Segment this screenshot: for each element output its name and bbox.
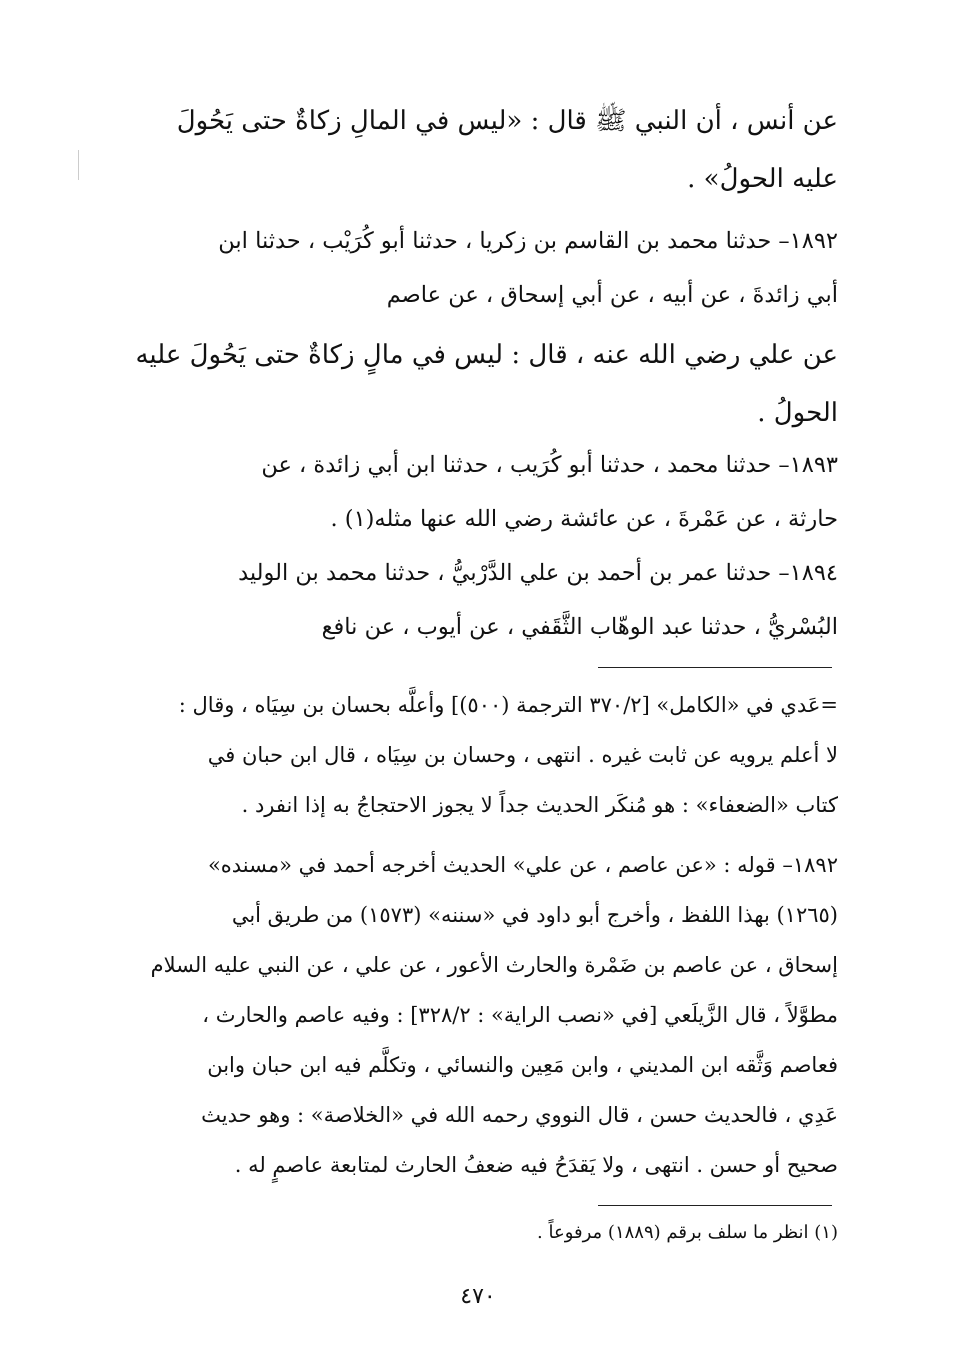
page-number: ٤٧٠: [460, 1284, 496, 1309]
text-line: عن أنس ، أن النبي ﷺ قال : «ليس في المالِ زكاةٌ حتى يَحُولَ: [176, 106, 838, 136]
text-line: أبي زائدةَ ، عن أبيه ، عن أبي إسحاق ، عن عاصم: [386, 282, 838, 308]
text-line: مطوَّلاً ، قال الزَّيلَعي [في «نصب الراية» : ٣٢٨/٢] : وفيه عاصم والحارث ،: [202, 1003, 838, 1027]
text-line: عَدِي ، فالحديث حسن ، قال النووي رحمه الله في «الخلاصة» : وهو حديث: [201, 1103, 838, 1127]
commentary-continuation: [118, 680, 838, 830]
text-line: فعاصم وَثَّقه ابن المديني ، وابن مَعِين والنسائي ، وتكلَّم فيه ابن حبان وابن: [207, 1053, 838, 1077]
hadith-1892-matn: [118, 326, 838, 442]
margin-mark: [78, 150, 79, 180]
hadith-1893: [118, 438, 838, 546]
text-line: عليه الحولُ» .: [687, 164, 838, 194]
hadith-1891-end: [118, 92, 838, 208]
footnote-separator: [598, 1205, 832, 1206]
text-line: صحيح أو حسن . انتهى ، ولا يَقدَحُ فيه ضعفُ الحارث لمتابعة عاصمٍ له .: [234, 1153, 838, 1177]
footnote-text: (١) انظر ما سلف برقم (١٨٨٩) مرفوعاً .: [537, 1222, 838, 1243]
hadith-1894: [118, 546, 838, 654]
text-line: حارثة ، عن عَمْرةَ ، عن عائشة رضي الله عنها مثله(١) .: [330, 506, 838, 532]
commentary-separator: [598, 667, 832, 668]
text-line: عن علي رضي الله عنه ، قال : ليس في مالٍ زكاةٌ حتى يَحُولَ عليه: [135, 340, 838, 370]
text-line: (١٢٦٥) بهذا اللفظ ، وأخرج أبو داود في «سننه» (١٥٧٣) من طريق أبي: [231, 903, 838, 927]
text-line: كتاب «الضعفاء» : هو مُنكَر الحديث جداً لا يجوز الاحتجاجُ به إذا انفرد .: [241, 793, 838, 817]
text-line: الحولُ .: [757, 398, 838, 428]
text-line: ١٨٩٢– حدثنا محمد بن القاسم بن زكريا ، حدثنا أبو كُرَيْب ، حدثنا ابن: [218, 228, 838, 254]
commentary-note-1892: [118, 840, 838, 1190]
text-line: ١٨٩٣– حدثنا محمد ، حدثنا أبو كُرَيب ، حدثنا ابن أبي زائدة ، عن: [261, 452, 838, 478]
text-line: ١٨٩٤– حدثنا عمر بن أحمد بن علي الدَّرْبيُّ ، حدثنا محمد بن الوليد: [238, 560, 838, 586]
text-line: إسحاق ، عن عاصم بن ضَمْرة والحارث الأعور ، عن علي ، عن النبي عليه السلام: [150, 953, 838, 977]
hadith-1892-isnad: [118, 214, 838, 322]
footnote: [118, 1218, 838, 1248]
text-line: لا أعلم يرويه عن ثابت غيره . انتهى ، وحسان بن سِيَاه ، قال ابن حبان في: [207, 743, 838, 767]
text-line: البُسْريُّ ، حدثنا عبد الوهّاب الثَّقَفي ، عن أيوب ، عن نافع: [321, 614, 838, 640]
text-line: ١٨٩٢– قوله : «عن عاصم ، عن علي» الحديث أخرجه أحمد في «مسنده»: [207, 853, 838, 877]
text-line: =عَدي في «الكامل» [٣٧٠/٢ الترجمة (٥٠٠)] وأعلَّه بحسان بن سِيَاه ، وقال :: [178, 693, 838, 717]
